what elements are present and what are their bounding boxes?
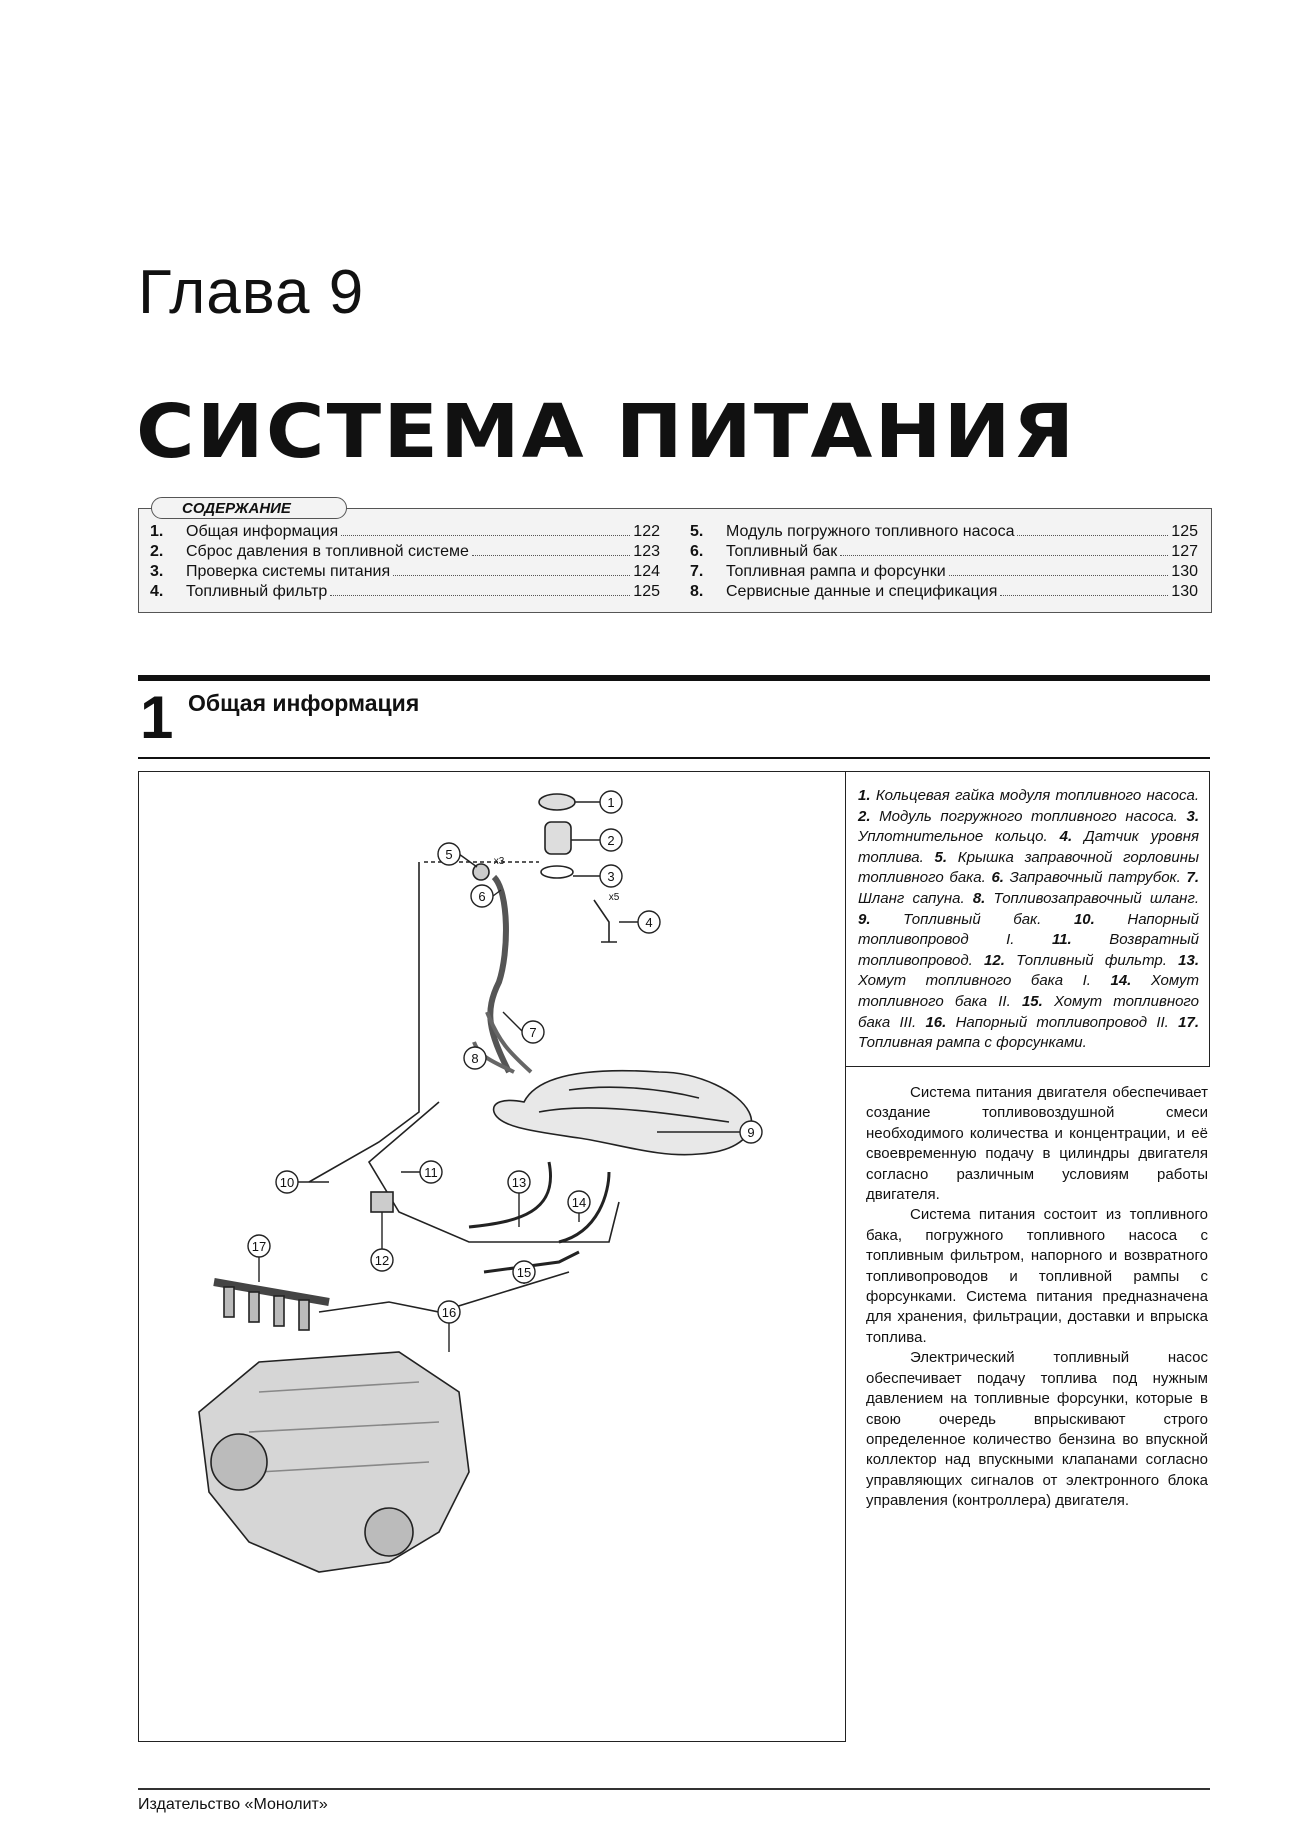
pump-module-shape [545,822,571,854]
section-rule-top [138,675,1210,681]
toc-entry-label: Топливный фильтр [186,583,328,600]
toc-right-column [690,522,1198,602]
toc-entry[interactable] [690,522,1198,542]
legend-text: Уплотнительное кольцо. [858,828,1048,846]
legend-number: 6. [991,869,1004,887]
legend-number: 1. [858,787,871,804]
legend-text: Кольцевая гайка модуля топливного насоса. [875,787,1199,804]
toc-entry-number: 4. [150,583,164,600]
callout-label: 8 [471,1051,479,1066]
fuel-filter-shape [371,1192,393,1212]
legend-text: Топливный фильтр. [1016,951,1167,969]
toc-leader [472,555,630,556]
legend-text: Топливный бак. [903,910,1042,928]
toc-entry-label: Сервисные данные и спецификация [726,583,998,600]
callout-label: 1 [607,795,615,810]
callout-label: 15 [516,1265,532,1280]
legend-text: Топливная рампа с форсунками. [858,1034,1087,1052]
legend-number: 7. [1186,869,1199,887]
callout-label: 14 [571,1195,587,1210]
injector-shape [274,1296,284,1326]
legend-text: Хомут топливного бака II. [858,972,1200,1010]
toc-entry-number: 5. [690,523,704,540]
toc-entry-page: 125 [1171,523,1198,540]
callout-label: 3 [607,869,615,884]
toc-entry-label: Топливный бак [726,543,838,560]
callout-label: 11 [424,1165,438,1180]
body-paragraph: Электрический топливный насос обеспечивает подачу топлива под нужным давлением на топливные форсунки, которые в свою очередь впрыскивают строго определенное количество бензина во впускной коллектор над впускными клапанами согласно управляющих сигналов от электронного блока управления (контроллера) двигателя. [866,1349,1208,1510]
callout-label: 10 [279,1175,295,1190]
toc-entry-page: 130 [1171,583,1198,600]
callout-label: 2 [607,833,615,848]
toc-entry-number: 8. [690,583,704,600]
toc-entry-page: 125 [633,583,660,600]
toc-entry-number: 1. [150,523,164,540]
fuel-system-figure [138,771,846,1742]
callout-label: 5 [445,847,453,862]
level-sensor-shape [594,900,617,942]
toc-entry-number: 3. [150,563,164,580]
section-title: Общая информация [188,690,420,716]
legend-text: Топливозаправочный шланг. [993,889,1200,907]
toc-entry-page: 127 [1171,543,1198,560]
legend-number: 5. [934,848,948,866]
injector-shape [249,1292,259,1322]
ring-nut-shape [539,794,575,810]
toc-leader [840,555,1168,556]
legend-number: 3. [1186,807,1200,825]
fuel-tank-shape [494,1071,755,1155]
toc-entry-label: Проверка системы питания [186,563,391,580]
toc-entry[interactable] [690,562,1198,582]
body-paragraph: Система питания состоит из топливного бака, погружного топливного насоса с топливным фильтром, напорного и возвратного топливопроводов и топливной рампы с форсунками. Система питания предназначена для хранения, фильтрации, доставки и впрыска топлива. [866,1206,1208,1346]
toc-entry-page: 130 [1171,563,1198,580]
section-rule-bottom [138,757,1210,759]
toc-leader [1000,595,1168,596]
legend-text: Возвратный топливопровод. [858,931,1200,969]
filler-pipe-shape [490,877,509,1072]
chapter-label: Глава 9 [138,258,365,327]
legend-text: Крышка заправочной горловины топливного бака. [858,848,1199,887]
toc-entry-page: 123 [633,543,660,560]
toc-entry[interactable] [690,542,1198,562]
callout-label: 16 [441,1305,457,1320]
legend-number: 10. [1073,910,1095,928]
legend-number: 12. [984,951,1005,969]
toc-entry-label: Модуль погружного топливного насоса [726,523,1015,540]
legend-number: 17. [1178,1013,1199,1031]
legend-number: 9. [858,910,871,928]
legend-text: Напорный топливопровод I. [858,910,1200,949]
legend-number: 14. [1110,972,1132,990]
publisher-footer: Издательство «Монолит» [138,1796,328,1813]
tank-strap-1 [469,1162,551,1227]
toc-entry[interactable] [150,542,660,562]
legend-text: Хомут топливного бака III. [858,992,1199,1031]
callout-label: 12 [374,1253,390,1268]
fuel-system-diagram [139,772,844,1740]
multiplier-label: x3 [493,856,505,867]
callout-label: 4 [645,915,653,930]
toc-entry-label: Сброс давления в топливной системе [186,543,469,560]
seal-ring-shape [541,866,573,878]
toc-leader [341,535,630,536]
callout-label: 6 [478,889,486,904]
toc-entry-label: Общая информация [186,523,339,540]
callout-label: 13 [511,1175,527,1190]
body-paragraph: Система питания двигателя обеспечивает создание топливовоздушной смеси необходимого количества и концентрации, и её своевременную подачу в цилиндры двигателя согласно различным условиям работы двигателя. [866,1084,1208,1204]
toc-leader [949,575,1169,576]
legend-number: 2. [858,807,871,825]
toc-leader [330,595,630,596]
legend-text: Модуль погружного топливного насоса. [879,807,1178,825]
injector-shape [299,1300,309,1330]
toc-left-column [150,522,660,602]
toc-entry-number: 2. [150,543,164,560]
footer-rule [138,1788,1210,1790]
toc-entry[interactable] [150,582,660,602]
legend-number: 4. [1059,828,1073,846]
toc-heading: СОДЕРЖАНИЕ [151,497,347,519]
page-title: СИСТЕМА ПИТАНИЯ [136,389,1077,475]
toc-entry-number: 6. [690,543,704,560]
toc-entry-label: Топливная рампа и форсунки [726,563,946,580]
figure-legend [845,771,1210,1067]
legend-text: Заправочный патрубок. [1009,869,1181,887]
section-number: 1 [140,684,174,751]
legend-text: Датчик уровня топлива. [858,828,1199,866]
callout-label: 17 [251,1239,267,1254]
callout-label: 9 [747,1125,755,1140]
legend-number: 15. [1021,992,1043,1010]
legend-number: 13. [1178,951,1199,969]
toc-entry[interactable] [150,522,660,542]
body-text [866,1083,1208,1512]
injector-shape [224,1287,234,1317]
legend-number: 8. [972,889,986,907]
engine-pulley-shape [365,1508,413,1556]
engine-pulley-shape [211,1434,267,1490]
toc-entry[interactable] [690,582,1198,602]
toc-entry[interactable] [150,562,660,582]
legend-text: Напорный топливопровод II. [955,1013,1169,1031]
callout-leader [459,854,477,867]
legend-text: Шланг сапуна. [858,889,965,907]
toc-leader [1017,535,1168,536]
multiplier-label: x5 [608,892,620,903]
toc-leader [393,575,630,576]
toc-entry-number: 7. [690,563,704,580]
toc-entry-page: 124 [633,563,660,580]
callout-leader [503,1012,523,1032]
toc-entry-page: 122 [633,523,660,540]
legend-text: Хомут топливного бака I. [858,972,1091,990]
callout-label: 7 [529,1025,537,1040]
legend-number: 16. [925,1013,947,1031]
legend-number: 11. [1051,931,1072,949]
